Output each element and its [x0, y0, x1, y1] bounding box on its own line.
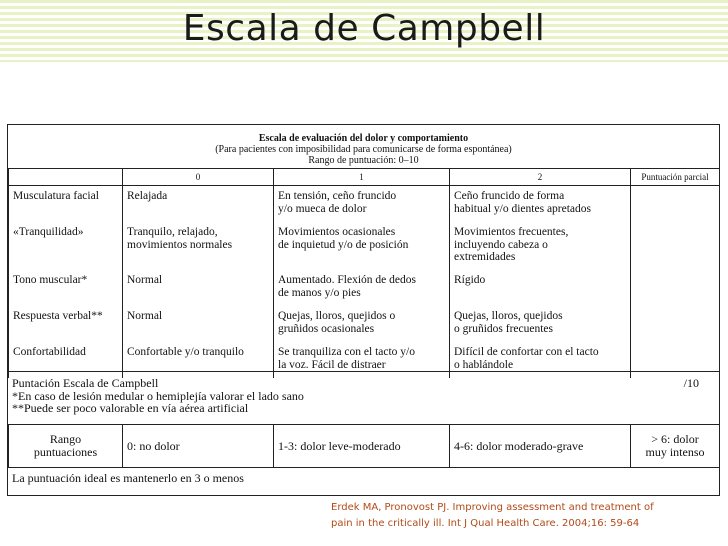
citation-line: Erdek MA, Pronovost PJ. Improving assessment and treatment of	[331, 502, 654, 513]
cell-score-2: Quejas, lloros, quejidos o gruñidos frecuentes	[450, 306, 631, 342]
range-moderate: 4-6: dolor moderado-grave	[450, 425, 631, 468]
cell-partial	[631, 270, 720, 306]
table-row	[9, 306, 720, 342]
footnote-2: **Puede ser poco valorable en vía aérea artificial	[12, 401, 249, 415]
cell-score-1: Movimientos ocasionales de inquietud y/o de posición	[274, 222, 450, 270]
cell-score-1: En tensión, ceño fruncido y/o mueca de dolor	[274, 186, 450, 223]
range-severe: > 6: dolor muy intenso	[631, 425, 720, 468]
cell-score-2: Difícil de confortar con el tacto o hablándole	[450, 342, 631, 378]
table-row	[9, 270, 720, 306]
column-header: 0	[123, 169, 274, 186]
citation-line: pain in the critically ill. Int J Qual Health Care. 2004;16: 59-64	[331, 518, 640, 529]
table-header-title: Escala de evaluación del dolor y comportamiento	[258, 133, 469, 144]
score-ranges	[8, 425, 720, 468]
row-label: Tono muscular*	[9, 270, 123, 306]
campbell-scale-table	[7, 124, 720, 496]
citation	[331, 500, 721, 532]
row-label: «Tranquilidad»	[9, 222, 123, 270]
cell-score-0: Confortable y/o tranquilo	[123, 342, 274, 378]
cell-score-1: Aumentado. Flexión de dedos de manos y/o pies	[274, 270, 450, 306]
table-header-subtitle: (Para pacientes con imposibilidad para comunicarse de forma espontánea)	[215, 144, 512, 155]
row-label: Confortabilidad	[9, 342, 123, 378]
total-score: /10	[683, 376, 699, 390]
scale-grid	[8, 169, 720, 378]
cell-partial	[631, 186, 720, 223]
cell-partial	[631, 222, 720, 270]
cell-score-0: Normal	[123, 270, 274, 306]
table-row	[9, 222, 720, 270]
range-mild: 1-3: dolor leve-moderado	[274, 425, 450, 468]
cell-score-2: Ceño fruncido de forma habitual y/o dientes apretados	[450, 186, 631, 223]
table-row	[9, 186, 720, 223]
cell-score-0: Normal	[123, 306, 274, 342]
table-header-range: Rango de puntuación: 0–10	[308, 155, 419, 166]
cell-score-2: Movimientos frecuentes, incluyendo cabeza o extremidades	[450, 222, 631, 270]
column-header	[9, 169, 123, 186]
cell-score-0: Tranquilo, relajado, movimientos normales	[123, 222, 274, 270]
column-header: Puntuación parcial	[631, 169, 720, 186]
cell-score-1: Quejas, lloros, quejidos o gruñidos ocasionales	[274, 306, 450, 342]
slide-title: Escala de Campbell	[182, 8, 546, 49]
range-row	[9, 425, 720, 468]
summary-label: Puntación Escala de Campbell	[12, 376, 159, 390]
ideal-score-note: La puntuación ideal es mantenerlo en 3 o menos	[12, 471, 244, 485]
column-header: 1	[274, 169, 450, 186]
row-label: Musculatura facial	[9, 186, 123, 223]
column-header: 2	[450, 169, 631, 186]
table-header	[8, 125, 719, 169]
summary-block	[8, 371, 719, 425]
range-no-pain: 0: no dolor	[123, 425, 274, 468]
range-label: Rango puntuaciones	[9, 425, 123, 468]
row-label: Respuesta verbal**	[9, 306, 123, 342]
cell-partial	[631, 306, 720, 342]
footnote-1: *En caso de lesión medular o hemiplejía valorar el lado sano	[12, 388, 304, 403]
column-header-row	[9, 169, 720, 186]
cell-score-2: Rígido	[450, 270, 631, 306]
cell-score-0: Relajada	[123, 186, 274, 223]
cell-score-1: Se tranquiliza con el tacto y/o la voz. Fácil de distraer	[274, 342, 450, 378]
